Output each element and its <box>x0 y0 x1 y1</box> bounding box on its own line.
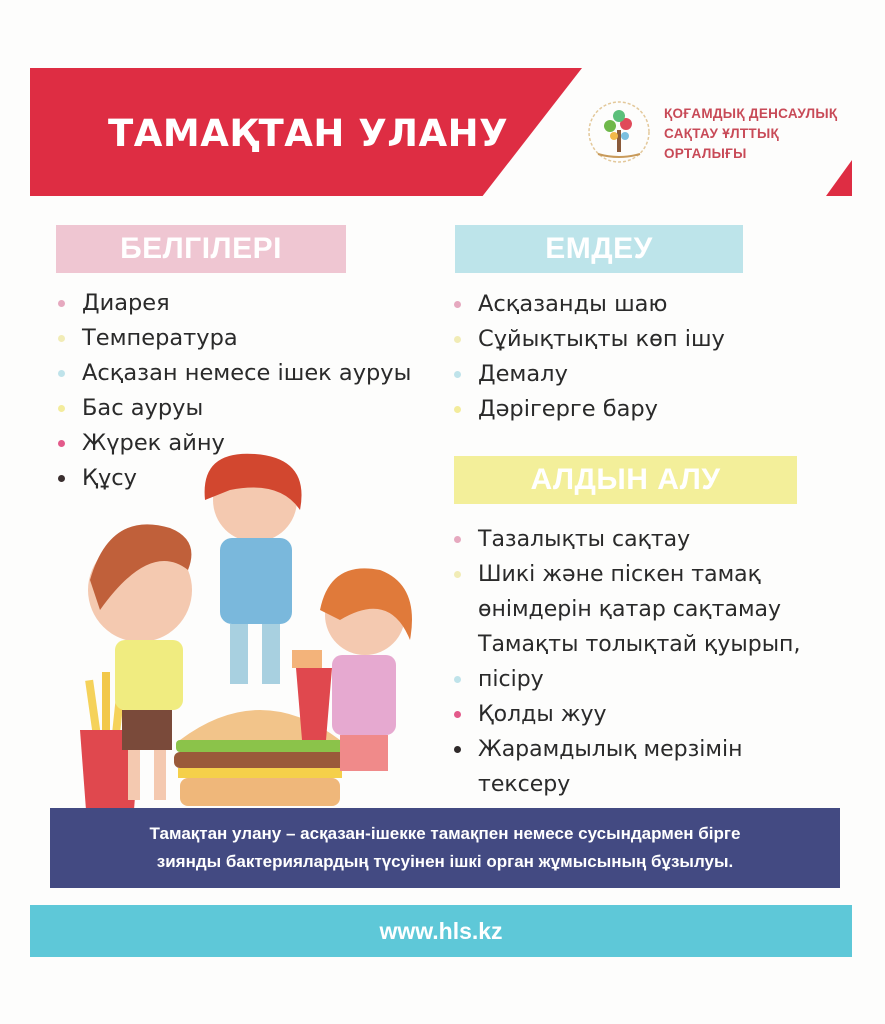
bullet-icon <box>58 440 65 447</box>
bullet-icon <box>454 406 461 413</box>
sick-children-illustration <box>70 440 450 810</box>
organization-name-line: САҚТАУ ҰЛТТЫҚ <box>664 126 780 141</box>
middle-child-figure <box>205 454 302 684</box>
definition-box <box>50 808 840 888</box>
list-item <box>452 557 800 627</box>
bullet-icon <box>454 746 461 753</box>
treatment-heading: ЕМДЕУ <box>455 225 743 273</box>
list-item <box>452 522 800 557</box>
website-link[interactable]: www.hls.kz <box>379 917 503 944</box>
page-title: ТАМАҚТАН УЛАНУ <box>108 112 509 155</box>
list-item-label: Қолды жуу <box>478 702 607 727</box>
list-item-continuation: пісіру <box>478 667 544 692</box>
list-item-continuation: өнімдерін қатар сақтамау <box>478 597 782 622</box>
bullet-icon <box>58 370 65 377</box>
list-item-label: Сұйықтықты көп ішу <box>478 326 725 352</box>
bullet-icon <box>454 711 461 718</box>
list-item <box>452 392 725 427</box>
list-item-label: Тамақты толықтай қуырып, <box>478 632 801 657</box>
list-item <box>452 732 800 802</box>
list-item <box>452 627 800 697</box>
list-item <box>452 287 725 322</box>
list-item <box>56 286 411 321</box>
list-item <box>56 321 411 356</box>
bullet-icon <box>454 571 461 578</box>
list-item <box>452 357 725 392</box>
bullet-icon <box>454 371 461 378</box>
definition-line: зиянды бактериялардың түсуінен ішкі орган жұмысының бұзылуы. <box>156 852 734 871</box>
bullet-icon <box>454 301 461 308</box>
list-item <box>56 391 411 426</box>
list-item-label: Бас ауруы <box>82 395 204 421</box>
symptoms-heading: БЕЛГІЛЕРІ <box>56 225 346 273</box>
organization-name-line: ҚОҒАМДЫҚ ДЕНСАУЛЫҚ <box>664 106 838 121</box>
list-item-label: Асқазан немесе ішек ауруы <box>82 360 412 386</box>
list-item-label: Жарамдылық мерзімін <box>478 737 743 762</box>
website-footer <box>30 905 852 957</box>
list-item-label: Жүрек айну <box>82 430 225 456</box>
list-item-label: Диарея <box>82 290 170 316</box>
list-item-label: Дәрігерге бару <box>478 396 658 422</box>
list-item <box>56 356 411 391</box>
list-item-label: Шикі және піскен тамақ <box>478 562 761 587</box>
prevention-heading: АЛДЫН АЛУ <box>454 456 797 504</box>
bullet-icon <box>58 405 65 412</box>
organization-name <box>664 104 837 164</box>
bullet-icon <box>58 300 65 307</box>
list-item-label: Асқазанды шаю <box>478 291 668 317</box>
organization-name-line: ОРТАЛЫҒЫ <box>664 146 747 161</box>
bullet-icon <box>58 335 65 342</box>
list-item-label: Құсу <box>82 465 137 491</box>
list-item-label: Демалу <box>478 361 568 387</box>
bullet-icon <box>454 676 461 683</box>
list-item-continuation: тексеру <box>478 772 571 797</box>
bullet-icon <box>454 336 461 343</box>
treatment-list <box>452 287 725 427</box>
list-item-label: Температура <box>82 325 238 351</box>
organization-logo-icon <box>586 96 652 168</box>
bullet-icon <box>58 475 65 482</box>
bullet-icon <box>454 536 461 543</box>
list-item <box>452 322 725 357</box>
corner-triangle <box>826 160 852 196</box>
prevention-list <box>452 522 800 802</box>
list-item <box>452 697 800 732</box>
definition-line: Тамақтан улану – асқазан-ішекке тамақпен немесе сусындармен бірге <box>149 824 741 843</box>
list-item-label: Тазалықты сақтау <box>478 527 691 552</box>
